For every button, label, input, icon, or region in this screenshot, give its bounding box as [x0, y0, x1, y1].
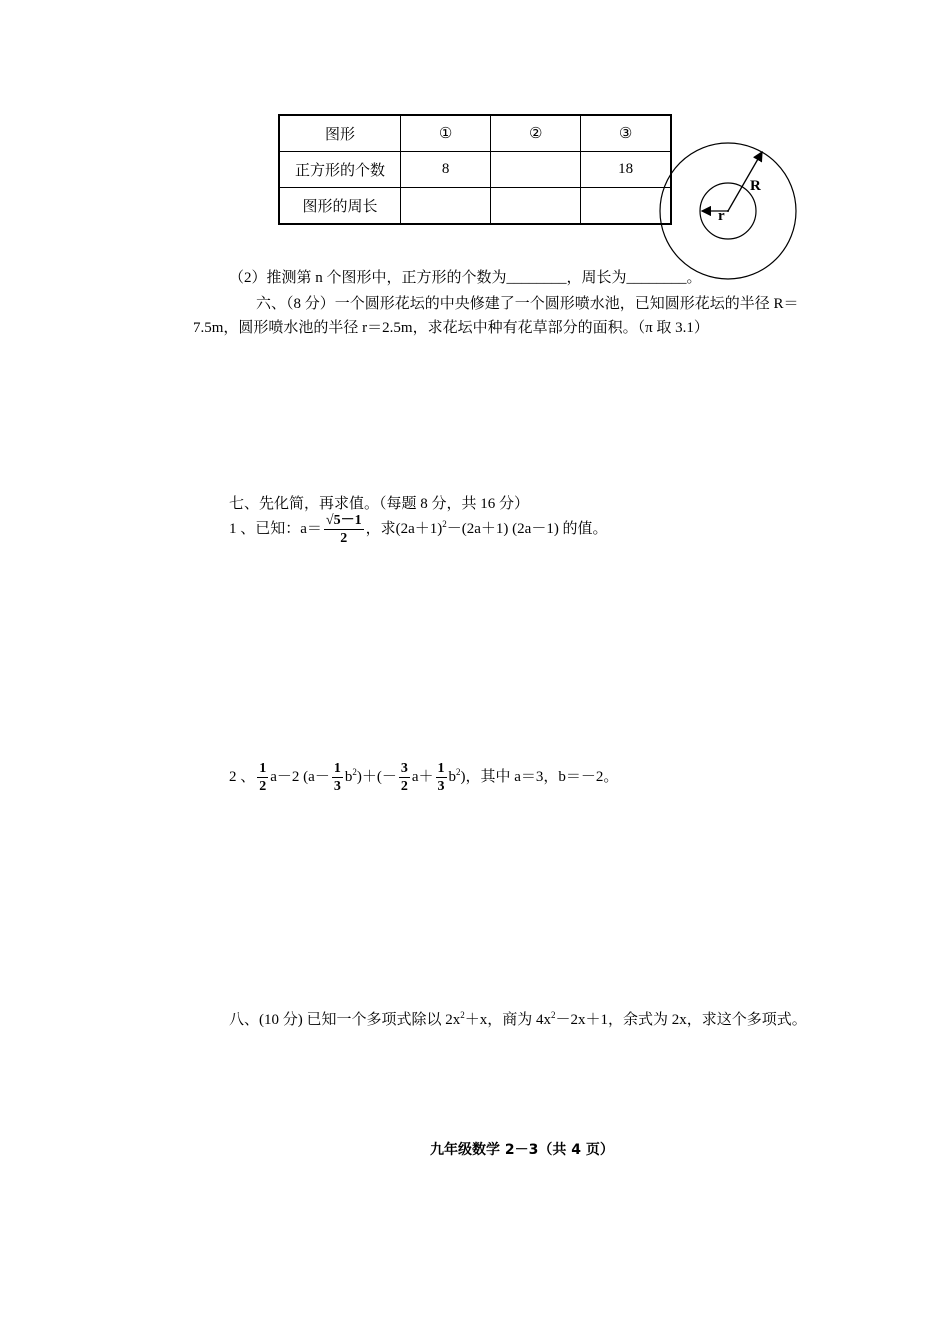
superscript: 2	[456, 766, 461, 777]
superscript: 2	[551, 1010, 556, 1020]
question-8	[229, 1008, 807, 1029]
question-7-2	[229, 760, 618, 795]
question-7-1	[229, 512, 608, 547]
fraction	[332, 760, 343, 795]
table-cell: 图形的周长	[279, 188, 401, 225]
fraction-numerator: 1	[259, 761, 267, 776]
table-header-row	[279, 115, 671, 152]
expr-text: )，其中 a＝3，b＝－2。	[460, 768, 619, 785]
fraction	[399, 760, 410, 795]
fraction-denominator: 3	[333, 779, 341, 794]
q7-2-prefix: 2 、	[229, 768, 256, 785]
table-cell: ③	[581, 115, 671, 152]
question-6-line-1: 六、（8 分）一个圆形花坛的中央修建了一个圆形喷水池，已知圆形花坛的半径 R＝	[256, 296, 799, 312]
expr-text: )＋(－	[356, 768, 397, 785]
fraction-denominator: 2	[400, 779, 408, 794]
q8-text: ＋x，商为 4x	[464, 1012, 552, 1028]
concentric-circles-diagram	[655, 136, 805, 286]
label-r: r	[718, 208, 725, 224]
sqrt-icon: √	[325, 513, 334, 528]
expr-text: b	[344, 768, 353, 785]
figure-table	[278, 114, 672, 225]
question-7-title: 七、先化简，再求值。（每题 8 分，共 16 分）	[229, 496, 530, 512]
table-cell	[491, 152, 581, 188]
label-R: R	[750, 178, 761, 194]
table-cell: 18	[581, 152, 671, 188]
fraction-denominator: 2	[340, 531, 348, 546]
superscript: 2	[352, 766, 357, 777]
fraction-denominator: 2	[259, 779, 267, 794]
fraction	[257, 760, 268, 795]
question-5-part-2: （2）推测第 n 个图形中，正方形的个数为________，周长为________。	[229, 270, 702, 286]
page-footer: 九年级数学 2－3（共 4 页）	[430, 1142, 614, 1158]
fraction-numerator: 1	[333, 761, 341, 776]
table-cell: 8	[401, 152, 491, 188]
table-cell: 图形	[279, 115, 401, 152]
fraction-numerator: 3	[400, 761, 408, 776]
table-cell: ②	[491, 115, 581, 152]
fraction-sqrt	[324, 512, 364, 547]
superscript: 2	[442, 518, 447, 529]
question-6-line-2: 7.5m，圆形喷水池的半径 r＝2.5m，求花坛中种有花草部分的面积。（π 取 3.1）	[193, 320, 709, 336]
q8-text: －2x＋1，余式为 2x，求这个多项式。	[555, 1012, 807, 1028]
q8-text: 八、(10 分) 已知一个多项式除以 2x	[229, 1012, 461, 1028]
expr-text: a＋	[411, 768, 434, 785]
table-cell: 正方形的个数	[279, 152, 401, 188]
q7-1-prefix: 1 、已知：a＝	[229, 520, 322, 537]
fraction-numerator: 1	[437, 761, 445, 776]
expr-text: a－2 (a－	[270, 768, 330, 785]
q7-1-mid: ，求(2a＋1)	[365, 520, 443, 537]
table-cell	[401, 188, 491, 225]
fraction-denominator: 3	[437, 779, 445, 794]
fraction-numerator: 5－1	[333, 513, 362, 528]
table-cell	[491, 188, 581, 225]
q7-1-suffix: －(2a＋1) (2a－1) 的值。	[446, 520, 608, 537]
fraction	[436, 760, 447, 795]
expr-text: b	[448, 768, 456, 785]
superscript: 2	[460, 1010, 465, 1020]
table-cell: ①	[401, 115, 491, 152]
table-row	[279, 188, 671, 225]
table-row	[279, 152, 671, 188]
